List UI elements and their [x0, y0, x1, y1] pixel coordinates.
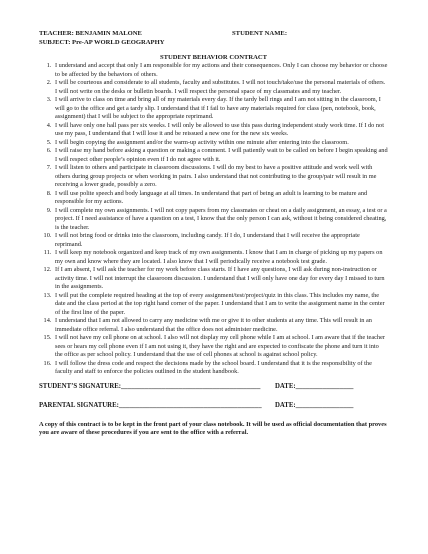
header-row: [39, 29, 388, 38]
student-name-label: STUDENT NAME:: [232, 30, 288, 37]
rule-item: 3. I will arrive to class on time and bring all of my materials every day. If the tardy bell rings and I am not sitting in the classroom, I will go to the office and get a tardy slip. I understand that if I fail to have any materials required for class (pen, notebook, book, assignment) that I will be subject to the appropriate reprimand.: [53, 96, 388, 122]
rule-item: 8. I will use polite speech and body language at all times. In understand that part of being an adult is learning to be mature and responsible for my actions.: [53, 190, 388, 207]
rule-item: 7. I will listen to others and participate in classroom discussions. I will do my best to have a positive attitude and work well with others during group projects or when working in pairs. I also understand that not contributing to the group/pair will result in me receiving a lower grade, possibly a zero.: [53, 164, 388, 190]
rule-item: 5. I will begin copying the assignment and/or the warm-up activity within one minute after entering into the classroom.: [53, 139, 388, 148]
rule-item: 1. I understand and accept that only I am responsible for my actions and their consequences. Only I can choose my behavior or choose to be affected by the behaviors of others.: [53, 62, 388, 79]
rule-item: 9. I will complete my own assignments. I will not copy papers from my classmates or cheat on a daily assignment, an essay, a test or a project. If I need assistance of have a question on a test, I know that the only person I can ask, without it being considered cheating, is the teacher.: [53, 207, 388, 233]
rule-item: 4. I will have only one hall pass per six weeks. I will only be allowed to use this pass during independent study work time. If I do not use my pass, I understand that I will lose it and be reissued a new one for the new six weeks.: [53, 122, 388, 139]
subject-line: SUBJECT: Pre-AP WORLD GEOGRAPHY: [39, 39, 165, 46]
teacher-name: TEACHER: BENJAMIN MALONE: [39, 30, 142, 37]
rule-item: 12. If I am absent, I will ask the teacher for my work before class starts. If I have any questions, I will ask during non-instruction or activity time. I will not interrupt the classroom discussion. I understand that I will only have one day for every day I missed to turn in the assignments.: [53, 266, 388, 292]
rule-item: 13. I will put the complete required heading at the top of every assignment/test/project/quiz in this class. This includes my name, the date and the class period at the top right hand corner of the paper. I understand that I am to write the assignment name in the center of the first line of the paper.: [53, 292, 388, 318]
rule-item: 6. I will raise my hand before asking a question or making a comment. I will patiently wait to be called on before I begin speaking and I will respect other people’s opinion even if I do not agree with it.: [53, 147, 388, 164]
footer-note: A copy of this contract is to be kept in the front part of your class notebook. It will be used as official documentation that proves you are aware of these procedures if you are sent to the office with a referral.: [39, 420, 387, 436]
rule-item: 11. I will keep my notebook organized and keep track of my own assignments. I know that I am in charge of picking up my papers on my own and know where they are located. I also know that I will periodically receive a notebook test grade.: [53, 249, 388, 266]
student-signature-line: [39, 383, 388, 392]
rule-item: 15. I will not have my cell phone on at school. I also will not display my cell phone while I am at school. I am aware that if the teacher sees or hears my cell phone even if I am not using it, they have the right and are expected to confiscate the phone and turn it into the office as per school policy. I understand that the use of cell phones at school is against school policy.: [53, 334, 388, 360]
contract-title: STUDENT BEHAVIOR CONTRACT: [159, 54, 268, 61]
rule-item: 14. I understand that I am not allowed to carry any medicine with me or give it to other students at any time. This will result in an immediate office referral. I also understand that the office does not administer medicine.: [53, 317, 388, 334]
student-date-label: DATE:_________________: [275, 382, 354, 390]
rule-item: 2. I will be courteous and considerate to all students, faculty and substitutes. I will not touch/take/use the personal materials of others. I will not write on the desks or bulletin boards. I will respect the personal space of my classmates and my teacher.: [53, 79, 388, 96]
rules-list: [39, 62, 388, 377]
parent-signature-label: PARENTAL SIGNATURE:__________________________________________: [39, 401, 262, 409]
student-signature-label: STUDENT’S SIGNATURE:_________________________________________: [39, 382, 261, 390]
rule-item: 10. I will not bring food or drinks into the classroom, including candy. If I do, I understand that I will receive the appropriate reprimand.: [53, 232, 388, 249]
parent-signature-line: [39, 402, 388, 411]
parent-date-label: DATE:_________________: [275, 401, 354, 409]
rule-item: 16. I will follow the dress code and respect the decisions made by the school board. I understand that it is the responsibility of the faculty and staff to enforce the policies outlined in the student handbook.: [53, 360, 388, 377]
